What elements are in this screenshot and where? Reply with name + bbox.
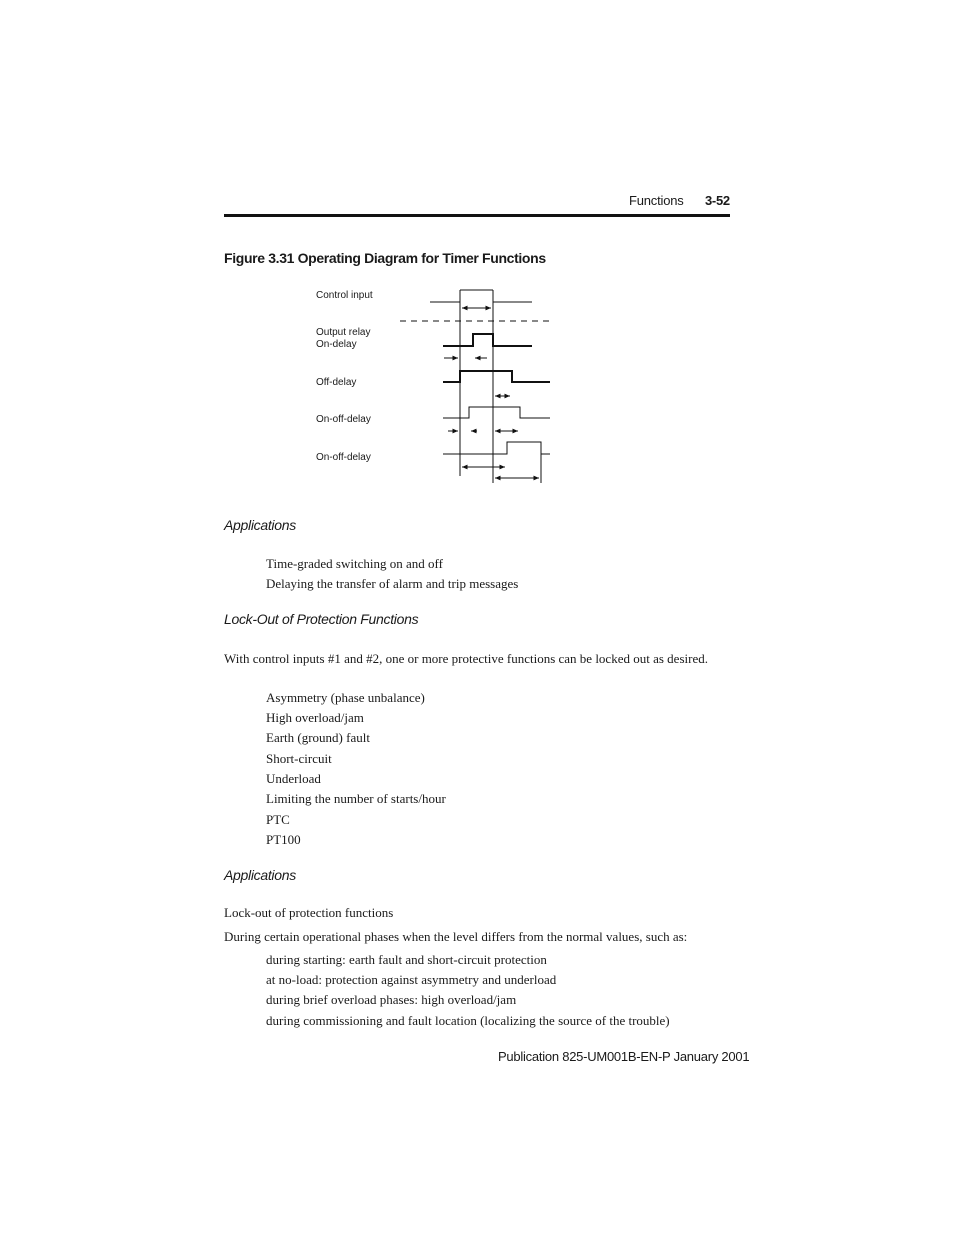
list-item: Underload <box>266 771 321 786</box>
on-off-delay-2-trace <box>443 442 550 454</box>
list-item: PTC <box>266 812 290 827</box>
label-on-off-delay-1: On-off-delay <box>316 414 371 425</box>
label-on-delay: On-delay <box>316 339 357 350</box>
header-section-title: Functions <box>629 193 684 208</box>
list-item: Delaying the transfer of alarm and trip messages <box>266 576 519 591</box>
list-item: Short-circuit <box>266 751 332 766</box>
applications-line-2: During certain operational phases when the level differs from the normal values, such as: <box>224 929 688 944</box>
applications-heading-1: Applications <box>224 517 296 533</box>
lockout-intro: With control inputs #1 and #2, one or more protective functions can be locked out as desired. <box>224 651 708 666</box>
label-on-off-delay-2: On-off-delay <box>316 452 371 463</box>
label-control-input: Control input <box>316 290 373 301</box>
figure-title: Figure 3.31 Operating Diagram for Timer Functions <box>224 250 546 266</box>
footer-publication: Publication 825-UM001B-EN-P January 2001 <box>498 1049 750 1064</box>
label-output-relay: Output relay <box>316 327 371 338</box>
page-number: 3-52 <box>705 193 730 208</box>
applications-line-1: Lock-out of protection functions <box>224 905 394 920</box>
list-item: Earth (ground) fault <box>266 730 370 745</box>
applications-heading-2: Applications <box>224 867 296 883</box>
control-input-trace <box>430 290 532 302</box>
lockout-heading: Lock-Out of Protection Functions <box>224 611 419 627</box>
list-item: Limiting the number of starts/hour <box>266 791 446 806</box>
list-item: Time-graded switching on and off <box>266 556 443 571</box>
list-item: during starting: earth fault and short-circuit protection <box>266 952 547 967</box>
off-delay-trace <box>443 371 550 382</box>
timer-operating-diagram <box>300 280 560 490</box>
on-off-delay-1-trace <box>443 407 550 418</box>
label-off-delay: Off-delay <box>316 377 357 388</box>
list-item: during commissioning and fault location (localizing the source of the trouble) <box>266 1013 670 1028</box>
list-item: PT100 <box>266 832 301 847</box>
list-item: during brief overload phases: high overload/jam <box>266 992 517 1007</box>
on-delay-trace <box>443 334 532 346</box>
list-item: at no-load: protection against asymmetry and underload <box>266 972 557 987</box>
header-rule <box>224 214 730 217</box>
list-item: High overload/jam <box>266 710 364 725</box>
list-item: Asymmetry (phase unbalance) <box>266 690 425 705</box>
